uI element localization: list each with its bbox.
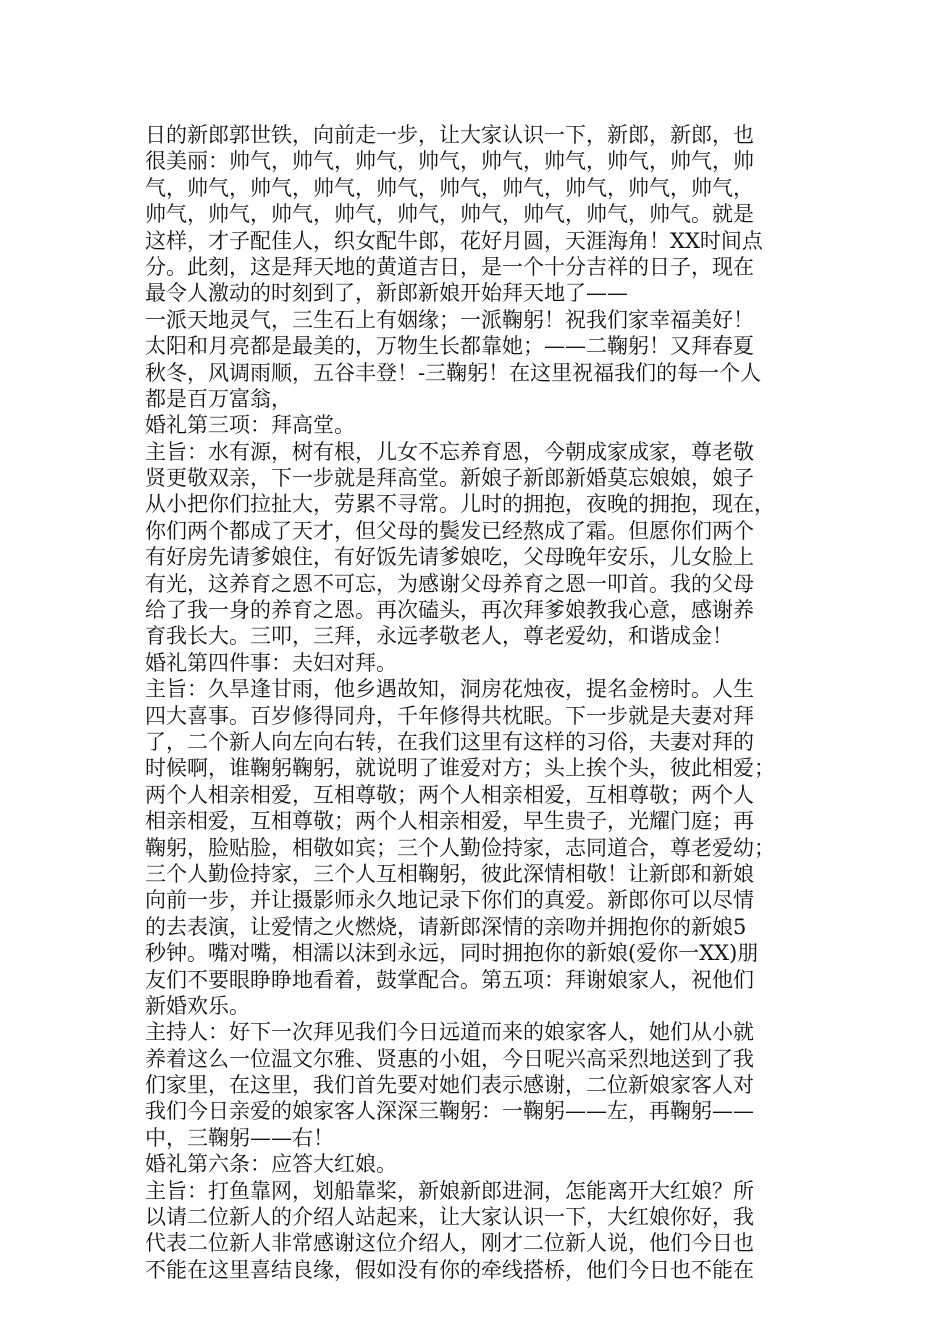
body-text — [145, 122, 825, 1283]
text-line: 主旨：久旱逢甘雨，他乡遇故知，洞房花烛夜，提名金榜时。人生 — [145, 677, 754, 702]
text-line: 代表二位新人非常感谢这位介绍人，刚才二位新人说，他们今日也 — [145, 1231, 754, 1256]
text-line: 太阳和月亮都是最美的，万物生长都靠她；——二鞠躬！又拜春夏 — [145, 334, 754, 359]
text-line: 鞠躬，脸贴脸，相敬如宾；三个人勤俭持家，志同道合，尊老爱幼； — [145, 835, 775, 860]
text-line: 日的新郎郭世铁，向前走一步，让大家认识一下，新郎，新郎，也 — [145, 123, 754, 147]
text-line: 给了我一身的养育之恩。再次磕头，再次拜爹娘教我心意，感谢养 — [145, 598, 754, 623]
text-line: 很美丽：帅气，帅气，帅气，帅气，帅气，帅气，帅气，帅气，帅 — [145, 149, 754, 174]
text-line: 秋冬，风调雨顺，五谷丰登！-三鞠躬！在这里祝福我们的每一个人 — [145, 360, 762, 385]
text-line: 的去表演，让爱情之火燃烧，请新郎深情的亲吻并拥抱你的新娘5 — [145, 914, 747, 939]
text-line: 婚礼第三项：拜高堂。 — [145, 413, 355, 438]
text-line: 们家里，在这里，我们首先要对她们表示感谢，二位新娘家客人对 — [145, 1073, 754, 1098]
text-line: 三个人勤俭持家，三个人互相鞠躬，彼此深情相敬！让新郎和新娘 — [145, 861, 754, 886]
text-line: 主持人：好下一次拜见我们今日远道而来的娘家客人，她们从小就 — [145, 1020, 754, 1045]
text-line: 贤更敬双亲，下一步就是拜高堂。新娘子新郎新婚莫忘娘娘，娘子 — [145, 466, 754, 491]
text-line: 时候啊，谁鞠躬鞠躬，就说明了谁爱对方；头上挨个头，彼此相爱； — [145, 756, 775, 781]
text-line: 中，三鞠躬——右！ — [145, 1125, 334, 1150]
text-line: 你们两个都成了天才，但父母的鬓发已经熬成了霜。但愿你们两个 — [145, 518, 754, 543]
text-line: 新婚欢乐。 — [145, 993, 250, 1018]
text-line: 分。此刻，这是拜天地的黄道吉日，是一个十分吉祥的日子，现在 — [145, 254, 754, 279]
text-line: 育我长大。三叩，三拜，永远孝敬老人，尊老爱幼，和谐成金！ — [145, 624, 733, 649]
text-line: 最令人激动的时刻到了，新郎新娘开始拜天地了—— — [145, 281, 628, 306]
text-line: 以请二位新人的介绍人站起来，让大家认识一下，大红娘你好，我 — [145, 1205, 754, 1230]
text-line: 都是百万富翁， — [145, 386, 292, 411]
text-line: 从小把你们拉扯大，劳累不寻常。儿时的拥抱，夜晚的拥抱，现在， — [145, 492, 775, 517]
text-line: 四大喜事。百岁修得同舟，千年修得共枕眠。下一步就是夫妻对拜 — [145, 703, 754, 728]
text-line: 不能在这里喜结良缘，假如没有你的牵线搭桥，他们今日也不能在 — [145, 1257, 754, 1282]
text-line: 我们今日亲爱的娘家客人深深三鞠躬：一鞠躬——左，再鞠躬—— — [145, 1099, 754, 1124]
text-line: 婚礼第四件事：夫妇对拜。 — [145, 650, 397, 675]
text-line: 这样，才子配佳人，织女配牛郎，花好月圆，天涯海角！XX时间点 — [145, 228, 763, 253]
text-line: 友们不要眼睁睁地看着，鼓掌配合。第五项：拜谢娘家人，祝他们 — [145, 967, 754, 992]
text-line: 帅气，帅气，帅气，帅气，帅气，帅气，帅气，帅气，帅气。就是 — [145, 202, 754, 227]
text-line: 养着这么一位温文尔雅、贤惠的小姐，今日呢兴高采烈地送到了我 — [145, 1046, 754, 1071]
text-line: 向前一步，并让摄影师永久地记录下你们的真爱。新郎你可以尽情 — [145, 888, 754, 913]
text-line: 主旨：水有源，树有根，儿女不忘养育恩，今朝成家成家，尊老敬 — [145, 439, 754, 464]
text-line: 一派天地灵气，三生石上有姻缘；一派鞠躬！祝我们家幸福美好！ — [145, 307, 754, 332]
text-line: 秒钟。嘴对嘴，相濡以沫到永远，同时拥抱你的新娘(爱你一XX)朋 — [145, 941, 759, 966]
text-line: 两个人相亲相爱，互相尊敬；两个人相亲相爱，互相尊敬；两个人 — [145, 782, 754, 807]
text-line: 主旨：打鱼靠网，划船靠桨，新娘新郎进洞，怎能离开大红娘？所 — [145, 1178, 754, 1203]
text-line: 有好房先请爹娘住，有好饭先请爹娘吃，父母晚年安乐，儿女脸上 — [145, 545, 754, 570]
text-line: 有光，这养育之恩不可忘，为感谢父母养育之恩一叩首。我的父母 — [145, 571, 754, 596]
text-line: 婚礼第六条：应答大红娘。 — [145, 1152, 397, 1177]
text-line: 了，二个新人向左向右转，在我们这里有这样的习俗，夫妻对拜的 — [145, 729, 754, 754]
text-line: 气，帅气，帅气，帅气，帅气，帅气，帅气，帅气，帅气，帅气， — [145, 175, 754, 200]
text-line: 相亲相爱，互相尊敬；两个人相亲相爱，早生贵子，光耀门庭；再 — [145, 809, 754, 834]
